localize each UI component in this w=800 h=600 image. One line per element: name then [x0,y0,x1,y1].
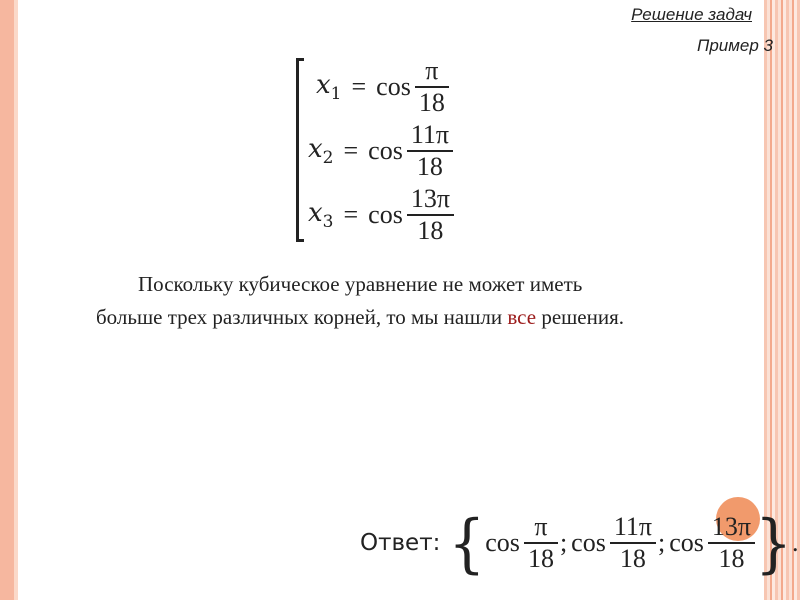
fraction [415,56,449,118]
fraction-numerator: 11π [613,512,653,541]
fraction-numerator: π [425,56,439,85]
fraction-numerator: π [534,512,548,541]
header-subtitle: Пример 3 [697,36,773,55]
highlighted-word: все [507,305,537,329]
equals-sign: = [343,200,359,229]
equation-row [308,184,454,246]
close-brace: } [755,505,792,581]
system-bracket [296,58,304,242]
fraction [407,184,454,246]
equals-sign: = [343,136,359,165]
fraction-numerator: 13π [711,512,752,541]
answer-block [360,505,799,581]
header-title[interactable]: Решение задач [631,5,752,24]
body-text-line-2-start: больше трех различных корней, то мы нашли [96,305,508,329]
fraction [610,512,656,574]
equation-system [296,56,496,246]
fraction-denominator: 18 [619,544,646,573]
fraction-denominator: 18 [718,544,745,573]
fraction-numerator: 11π [410,120,450,149]
fraction-denominator: 18 [418,88,445,117]
cos-function: cos [669,528,704,557]
equals-sign: = [351,72,367,101]
fraction-numerator: 13π [410,184,450,213]
equation-row [308,120,453,182]
fraction-denominator: 18 [527,544,554,573]
body-text-line-2-end: решения. [536,305,625,329]
cos-function: cos [368,136,403,165]
cos-function: cos [485,528,520,557]
equation-row [316,56,449,118]
cos-function: cos [368,200,403,229]
equation-variable: $x_3$ [308,198,334,232]
open-brace: { [448,505,486,581]
answer-period: . [791,528,799,557]
fraction-denominator: 18 [417,216,444,245]
cos-function: cos [376,72,411,101]
body-text-line-1: Поскольку кубическое уравнение не может иметь [138,272,583,296]
equation-variable: $x_1$ [316,70,342,104]
answer-separator: ; [559,528,568,557]
fraction [524,512,558,574]
fraction [708,512,755,574]
answer-label: Ответ: [360,530,441,556]
cos-function: cos [571,528,606,557]
answer-separator: ; [658,528,666,557]
fraction [407,120,453,182]
fraction-denominator: 18 [416,152,443,181]
equation-variable: $x_2$ [308,134,334,168]
body-text-line-2 [96,305,624,330]
slide-frame-left [0,0,14,600]
